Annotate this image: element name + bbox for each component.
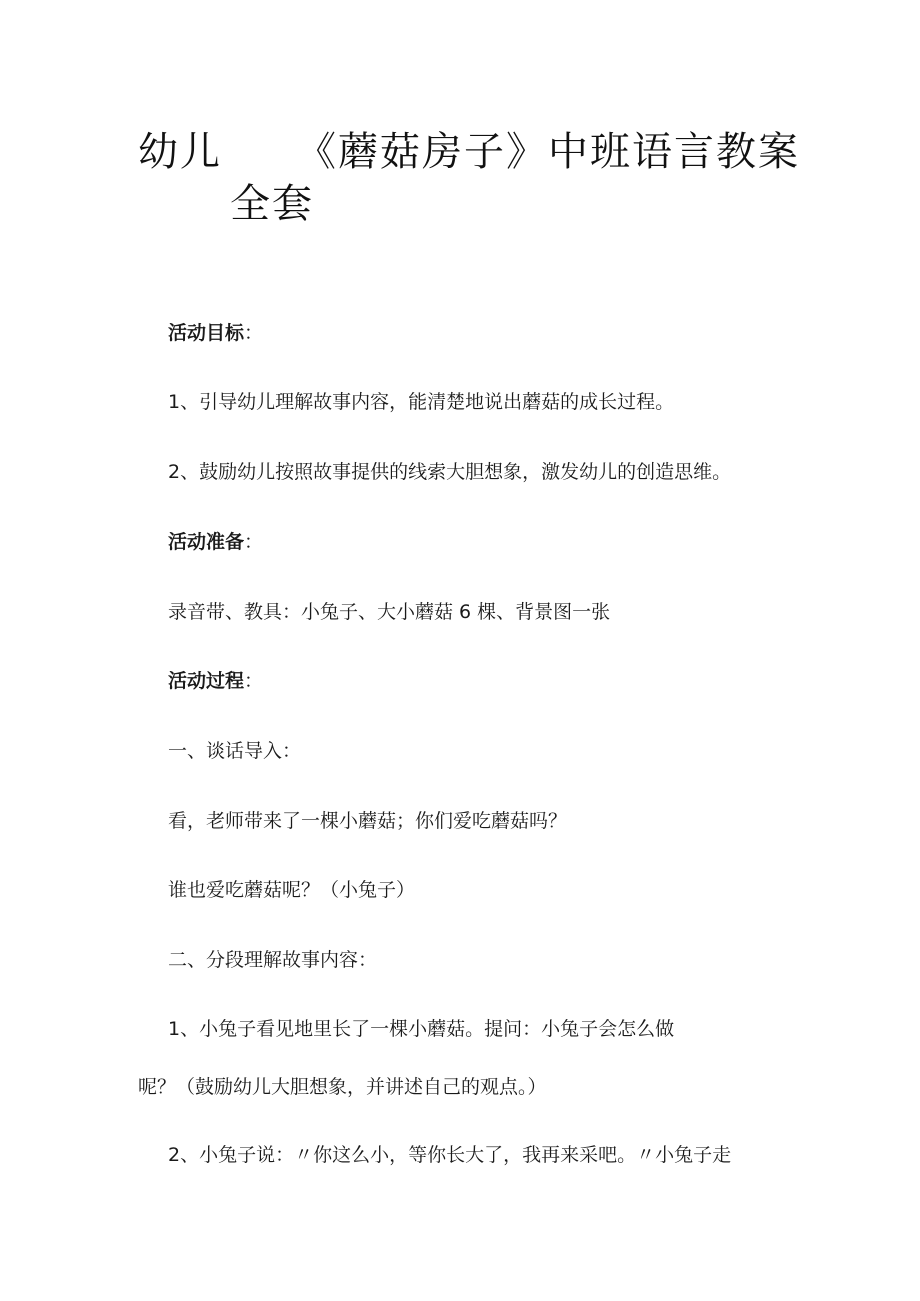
- prep-heading-line: [168, 529, 263, 555]
- prep-heading-colon: ：: [244, 531, 264, 553]
- step2-item1-line2: 呢？（鼓励幼儿大胆想象，并讲述自己的观点。）: [138, 1076, 547, 1098]
- process-heading: 活动过程: [168, 670, 245, 692]
- goal-heading-colon: ：: [244, 322, 264, 344]
- document-title-part1: 幼儿: [138, 129, 222, 175]
- document-title-line2: 全套: [230, 181, 314, 227]
- step1-title: 一、谈话导入：: [168, 740, 302, 762]
- prep-heading: 活动准备: [168, 531, 245, 553]
- goal-item-1: 1、引导幼儿理解故事内容，能清楚地说出蘑菇的成长过程。: [168, 391, 675, 413]
- step2-item1-line1: 1、小兔子看见地里长了一棵小蘑菇。提问：小兔子会怎么做: [168, 1018, 675, 1040]
- process-heading-colon: ：: [244, 670, 264, 692]
- step2-item2-line1: 2、小兔子说：〃你这么小，等你长大了，我再来采吧。〃小兔子走: [168, 1144, 732, 1166]
- process-heading-line: [168, 668, 263, 694]
- step1-line1: 看，老师带来了一棵小蘑菇；你们爱吃蘑菇吗？: [168, 810, 568, 832]
- prep-text: 录音带、教具：小兔子、大小蘑菇 6 棵、背景图一张: [168, 601, 611, 623]
- goal-heading-line: [168, 320, 263, 346]
- document-title-part2: 《蘑菇房子》中班语言教案: [296, 129, 800, 175]
- goal-heading: 活动目标: [168, 322, 245, 344]
- goal-item-2: 2、鼓励幼儿按照故事提供的线索大胆想象，激发幼儿的创造思维。: [168, 461, 732, 483]
- step1-line2: 谁也爱吃蘑菇呢？（小兔子）: [168, 879, 416, 901]
- step2-title: 二、分段理解故事内容：: [168, 949, 378, 971]
